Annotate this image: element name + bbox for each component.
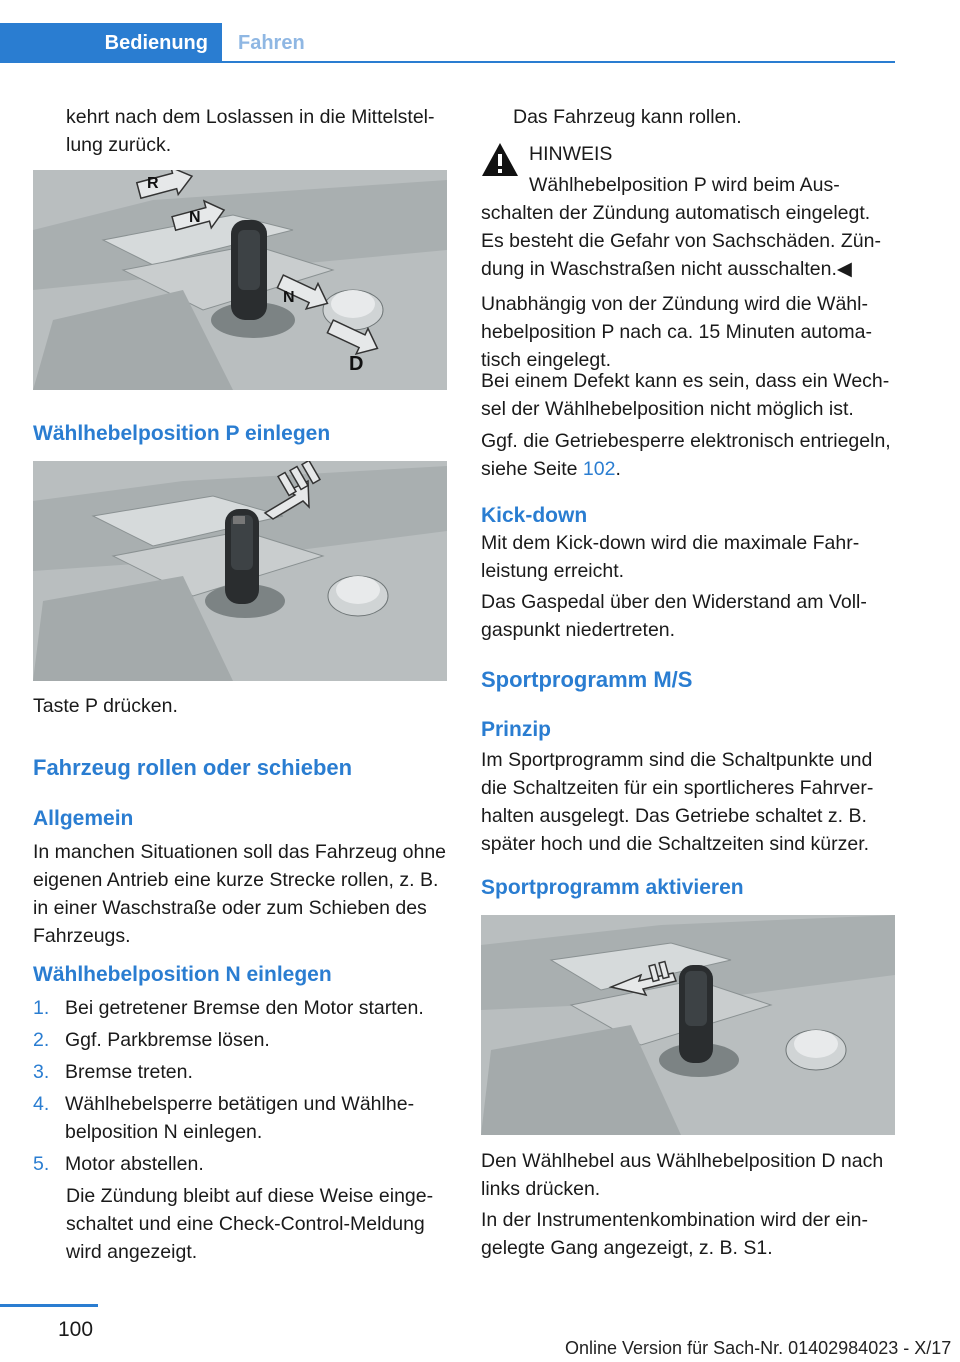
list-item <box>33 1150 447 1178</box>
kick-text-2: Das Gaspedal über den Widerstand am Vollgaspunkt niedertreten. <box>481 591 867 641</box>
fig1-label-d: D <box>349 353 364 375</box>
step5-sub1: Die Zündung bleibt auf diese Weise eingeschaltet und eine Check-Control-Meldung wird angezeigt. <box>66 1185 434 1263</box>
page-link-102[interactable]: 102 <box>582 458 616 480</box>
step-number: 1. <box>33 997 50 1019</box>
steps-list <box>33 994 447 1182</box>
aktiv-text-1: Den Wählhebel aus Wählhebelposition D nach links drücken. <box>481 1150 884 1200</box>
figure-sport-activate <box>481 915 895 1135</box>
step-text: Bei getretener Bremse den Motor starten. <box>65 997 424 1019</box>
header-rule <box>0 61 895 63</box>
para-auto-p: Unabhängig von der Zündung wird die Wählhebelposition P nach ca. 15 Minuten automatisch eingelegt. <box>481 293 872 371</box>
footer-rule <box>0 1304 98 1307</box>
rollen-text: Das Fahrzeug kann rollen. <box>513 106 742 128</box>
heading-wahlhebel-p: Wählhebelposition P einlegen <box>33 422 331 445</box>
para-getriebesperre-end: . <box>615 458 621 480</box>
list-item <box>33 1090 447 1146</box>
step-text: Motor abstellen. <box>65 1153 204 1175</box>
tab-fahren[interactable]: Fahren <box>238 31 305 54</box>
hinweis-text: schalten der Zündung automatisch eingelegt. Es besteht die Gefahr von Sachschäden. Zündung in Waschstraßen nicht ausschalten.◀ <box>481 202 881 280</box>
figure-press-p-button <box>33 461 447 681</box>
hinweis-title: HINWEIS <box>529 143 613 165</box>
online-version-text: Online Version für Sach-Nr. 01402984023 - X/17 <box>565 1338 952 1358</box>
fig1-label-r: R <box>147 175 159 192</box>
fig1-label-n2: N <box>283 289 295 306</box>
para-getriebesperre-text: Ggf. die Getriebesperre elektronisch entriegeln, siehe Seite <box>481 430 891 480</box>
para-getriebesperre <box>481 427 897 483</box>
tab-bedienung[interactable]: Bedienung <box>0 23 222 63</box>
figure-gear-selector-positions <box>33 170 447 390</box>
taste-p-text: Taste P drücken. <box>33 695 178 717</box>
warning-icon <box>480 140 520 180</box>
heading-wahlhebel-n: Wählhebelposition N einlegen <box>33 963 332 986</box>
step-number: 5. <box>33 1153 50 1175</box>
list-item <box>33 1058 447 1086</box>
heading-sport-aktivieren: Sportprogramm aktivieren <box>481 876 744 899</box>
heading-kick-down: Kick-down <box>481 504 588 527</box>
aktiv-text-2: In der Instrumentenkombination wird der eingelegte Gang angezeigt, z. B. S1. <box>481 1209 868 1259</box>
intro-text: kehrt nach dem Loslassen in die Mittelstellung zurück. <box>66 106 435 156</box>
page-number: 100 <box>58 1318 94 1341</box>
para-defekt: Bei einem Defekt kann es sein, dass ein Wechsel der Wählhebelposition nicht möglich ist. <box>481 370 890 420</box>
step-number: 3. <box>33 1061 50 1083</box>
list-item <box>33 994 447 1022</box>
step-text: Wählhebelsperre betätigen und Wählhebelposition N einlegen. <box>65 1093 415 1143</box>
step-number: 2. <box>33 1029 50 1051</box>
heading-prinzip: Prinzip <box>481 718 552 741</box>
list-item <box>33 1026 447 1054</box>
step-text: Bremse treten. <box>65 1061 193 1083</box>
hinweis-first-line: Wählhebelposition P wird beim Aus- <box>529 174 840 196</box>
step-text: Ggf. Parkbremse lösen. <box>65 1029 270 1051</box>
heading-sportprogramm: Sportprogramm M/S <box>481 667 693 692</box>
step-number: 4. <box>33 1093 50 1115</box>
heading-allgemein: Allgemein <box>33 807 134 830</box>
allgemein-text: In manchen Situationen soll das Fahrzeug ohne eigenen Antrieb eine kurze Strecke rollen, z. B. in einer Waschstraße oder zum Schieben des Fahrzeugs. <box>33 841 447 947</box>
prinzip-text: Im Sportprogramm sind die Schaltpunkte und die Schaltzeiten für ein sportlicheres Fahrverhalten ausgelegt. Das Getriebe schaltet z. B. später hoch und die Schaltzeiten sind kürzer. <box>481 749 874 855</box>
kick-text-1: Mit dem Kick-down wird die maximale Fahrleistung erreicht. <box>481 532 860 582</box>
fig1-label-n1: N <box>189 209 201 226</box>
heading-fahrzeug-rollen: Fahrzeug rollen oder schieben <box>33 755 353 780</box>
